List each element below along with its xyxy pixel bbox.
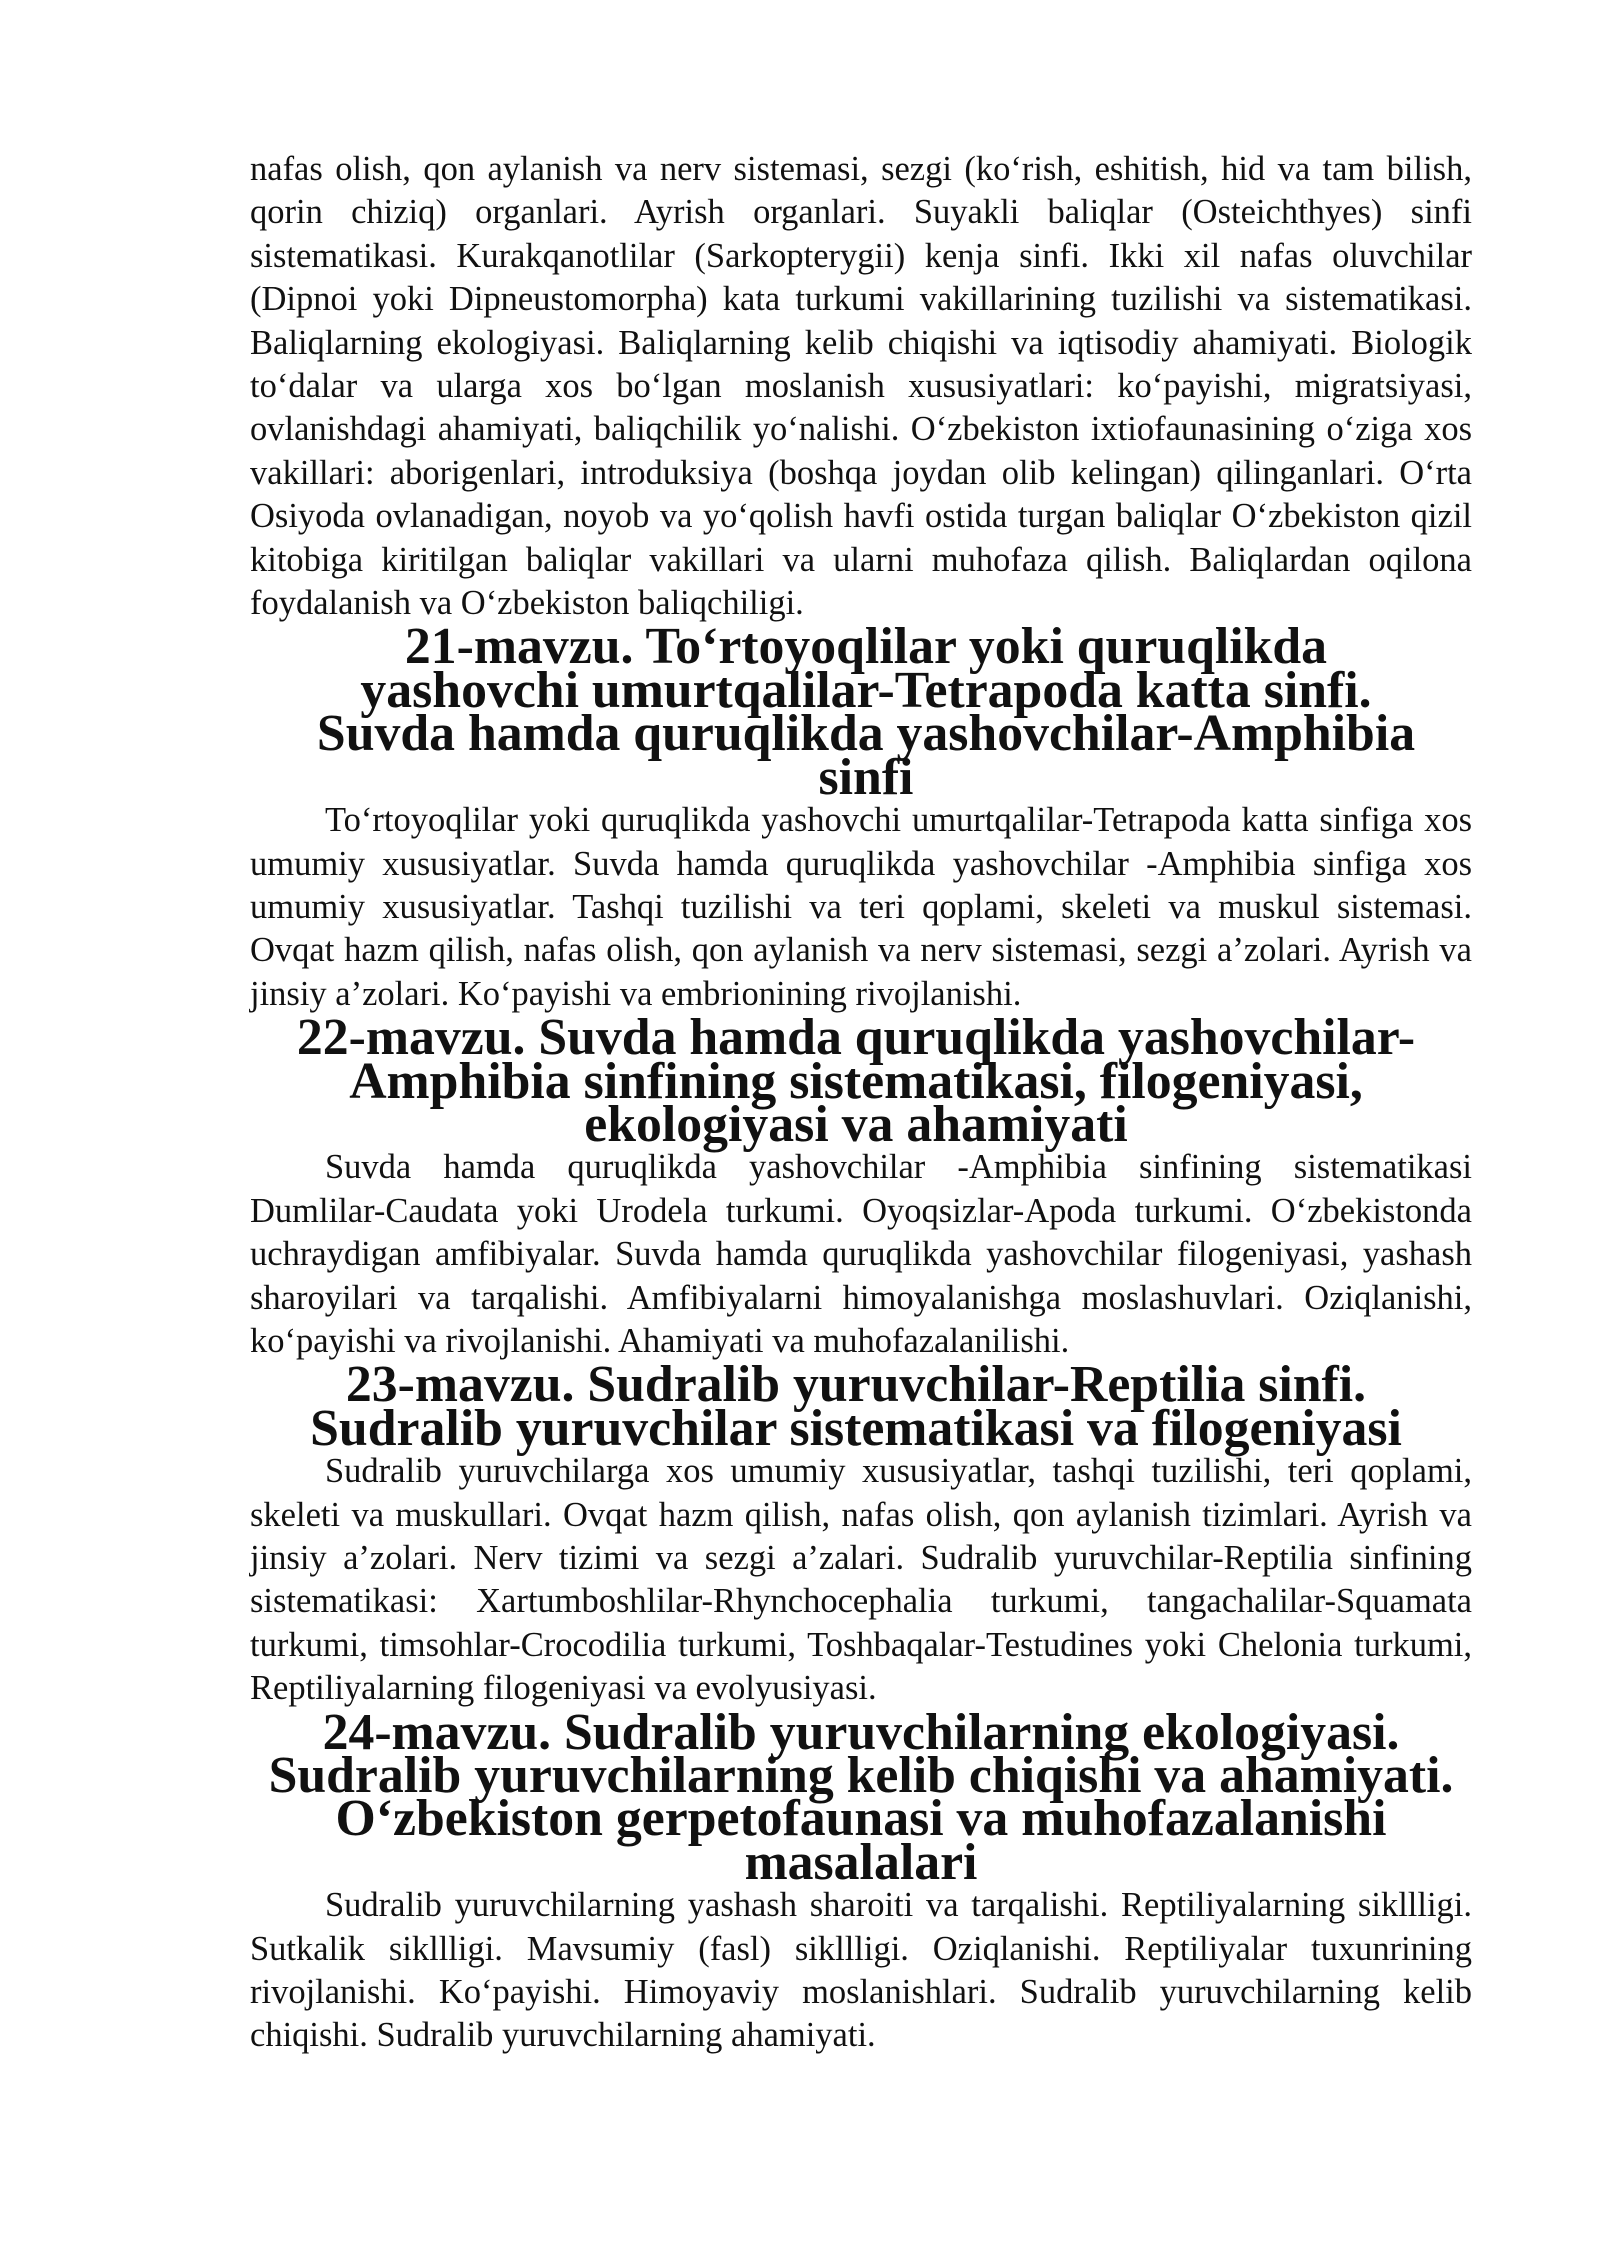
section-body-21: To‘rtoyoqlilar yoki quruqlikda yashovchi umurtqalilar-Tetrapoda katta sinfiga xos umumiy xususiyatlar. Suvda hamda quruqlikda yashovchilar -Amphibia sinfiga xos umumiy xususiyatlar. Tashqi tuzilishi va teri qoplami, skeleti va muskul sistemasi. Ovqat hazm qilish, nafas olish, qon aylanish va nerv sistemasi, sezgi a’zolari. Ayrish va jinsiy a’zolari. Ko‘payishi va embrionining rivojlanishi. [250, 801, 1472, 1013]
intro-paragraph: nafas olish, qon aylanish va nerv sistemasi, sezgi (ko‘rish, eshitish, hid va tam bilish, qorin chiziq) organlari. Ayrish organlari. Suyakli baliqlar (Osteichthyes) sinfi sistematikasi. Kurakqanotlilar (Sarkopterygii) kenja sinfi. Ikki xil nafas oluvchilar (Dipnoi yoki Dipneustomorpha) kata turkumi vakillarining tuzilishi va sistematikasi. Baliqlarning ekologiyasi. Baliqlarning kelib chiqishi va iqtisodiy ahamiyati. Biologik to‘dalar va ularga xos bo‘lgan moslanish xususiyatlari: ko‘payishi, migratsiyasi, ovlanishdagi ahamiyati, baliqchilik yo‘nalishi. O‘zbekiston ixtiofaunasining o‘ziga xos vakillari: aborigenlari, introduksiya (boshqa joydan olib kelingan) qilinganlari. O‘rta Osiyoda ovlanadigan, noyob va yo‘qolish havfi ostida turgan baliqlar O‘zbekiston qizil kitobiga kiritilgan baliqlar vakillari va ularni muhofaza qilish. Baliqlardan oqilona foydalanish va O‘zbekiston baliqchiligi. [250, 150, 1472, 623]
section-body-22: Suvda hamda quruqlikda yashovchilar -Amphibia sinfining sistematikasi Dumlilar-Caudata yoki Urodela turkumi. Oyoqsizlar-Apoda turkumi. O‘zbekistonda uchraydigan amfibiyalar. Suvda hamda quruqlikda yashovchilar filogeniyasi, yashash sharoyilari va tarqalishi. Amfibiyalarni himoyalanishga moslashuvlari. Oziqlanishi, ko‘payishi va rivojlanishi. Ahamiyati va muhofazalanilishi. [250, 1148, 1472, 1360]
section-heading-23: 23-mavzu. Sudralib yuruvchilar-Reptilia sinfi. Sudralib yuruvchilar sistematikasi va filogeniyasi [310, 1356, 1402, 1457]
section-heading-22: 22-mavzu. Suvda hamda quruqlikda yashovchilar-Amphibia sinfining sistematikasi, filogeniyasi, ekologiyasi va ahamiyati [296, 1009, 1416, 1153]
section-heading-21: 21-mavzu. To‘rtoyoqlilar yoki quruqlikda yashovchi umurtqalilar-Tetrapoda katta sinfi. Suvda hamda quruqlikda yashovchilar-Amphibia sinfi [316, 618, 1416, 806]
section-heading-24: 24-mavzu. Sudralib yuruvchilarning ekologiyasi. Sudralib yuruvchilarning kelib chiqishi va ahamiyati. O‘zbekiston gerpetofaunasi va muhofazalanishi masalalari [268, 1703, 1454, 1891]
section-body-23: Sudralib yuruvchilarga xos umumiy xususiyatlar, tashqi tuzilishi, teri qoplami, skeleti va muskullari. Ovqat hazm qilish, nafas olish, qon aylanish tizimlari. Ayrish va jinsiy a’zolari. Nerv tizimi va sezgi a’zalari. Sudralib yuruvchilar-Reptilia sinfining sistematikasi: Xartumboshlilar-Rhynchocephalia turkumi, tangachalilar-Squamata turkumi, timsohlar-Crocodilia turkumi, Toshbaqalar-Testudines yoki Chelonia turkumi, Reptiliyalarning filogeniyasi va evolyusiyasi. [250, 1452, 1472, 1708]
section-body-24: Sudralib yuruvchilarning yashash sharoiti va tarqalishi. Reptiliyalarning sikllligi. Sutkalik sikllligi. Mavsumiy (fasl) sikllligi. Oziqlanishi. Reptiliyalar tuxunrining rivojlanishi. Ko‘payishi. Himoyaviy moslanishlari. Sudralib yuruvchilarning kelib chiqishi. Sudralib yuruvchilarning ahamiyati. [250, 1886, 1472, 2055]
document-page [250, 148, 1472, 2058]
